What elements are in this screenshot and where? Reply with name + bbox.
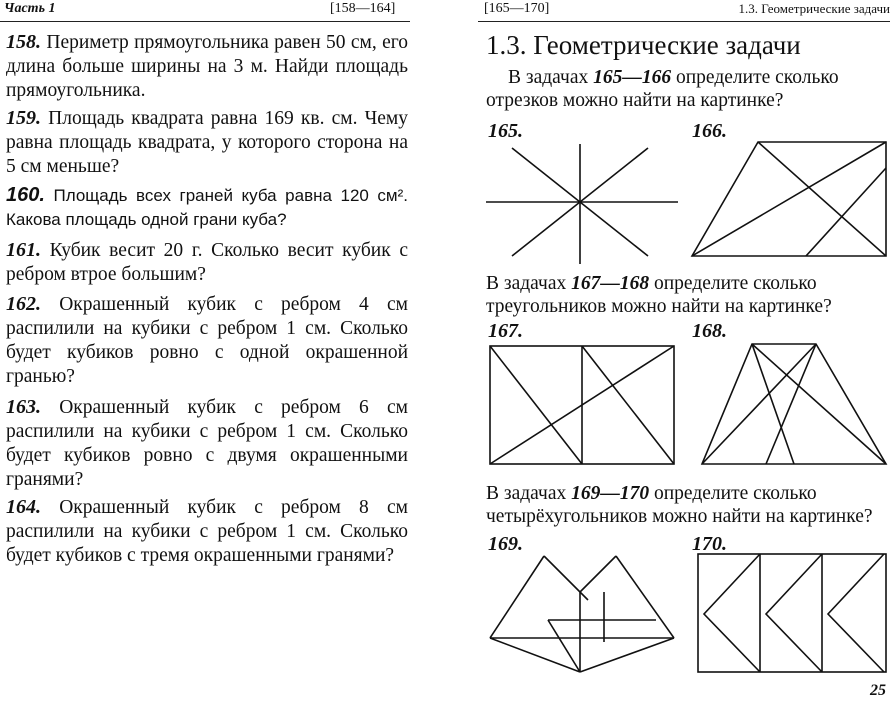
problem-range: 167—168	[571, 273, 650, 294]
problem-text: Окрашенный кубик с ребром 4 см распилили на кубики с ребром 1 см. Сколько будет кубиков ровно с одной окрашенной гранью?	[6, 294, 409, 387]
problem-159	[6, 106, 408, 179]
problem-text: Окрашенный кубик с ребром 8 см распилили на кубики с ребром 1 см. Сколько будет кубиков с тремя окрашенными гранями?	[6, 497, 409, 566]
figure-label-169: 169.	[488, 533, 523, 555]
right-running-head: 1.3. Геометрические задачи	[738, 1, 890, 16]
figure-label-165: 165.	[488, 120, 523, 142]
right-page-range: [165—170]	[484, 1, 550, 16]
problem-164	[6, 495, 408, 568]
figure-166-trapezoid	[686, 138, 891, 263]
problem-number: 158.	[6, 31, 41, 53]
figure-169-triangles	[488, 552, 678, 677]
problem-number: 164.	[6, 496, 41, 518]
figure-167-rectangle	[488, 344, 678, 469]
problem-range: 169—170	[571, 483, 650, 504]
problem-text: Периметр прямоугольника равен 50 см, его длина больше ширины на 3 м. Найди площадь прямоугольника.	[6, 32, 409, 101]
problem-number: 163.	[6, 396, 41, 418]
right-page	[478, 0, 896, 704]
right-header-rule	[478, 21, 890, 22]
figure-168-trapezoid	[696, 342, 891, 467]
problem-163	[6, 395, 408, 492]
problem-text: Площадь квадрата равна 169 кв. см. Чему равна площадь квадрата, у которого сторона на 5 см меньше?	[6, 108, 408, 177]
left-header-rule	[0, 21, 410, 22]
problem-161	[6, 238, 408, 287]
figure-label-170: 170.	[692, 533, 727, 555]
problem-158	[6, 30, 408, 103]
problem-text: Кубик весит 20 г. Сколько весит кубик с ребром втрое большим?	[6, 240, 408, 285]
problem-162	[6, 292, 408, 389]
instruction-167-168: В задачах 167—168 определите сколько треугольников можно найти на картинке?	[486, 273, 832, 317]
problem-number: 160.	[6, 184, 45, 206]
section-title: 1.3. Геометрические задачи	[486, 30, 801, 60]
problem-160	[6, 183, 408, 232]
problem-number: 159.	[6, 107, 41, 129]
book-gutter	[420, 0, 478, 704]
figure-label-167: 167.	[488, 320, 523, 342]
left-page	[0, 0, 420, 704]
problem-text: Окрашенный кубик с ребром 6 см распилили на кубики с ребром 1 см. Сколько будет кубиков ровно с двумя окрашенными гранями?	[6, 397, 409, 490]
figure-170-chevrons	[696, 552, 891, 677]
figure-165-star	[478, 140, 678, 270]
problem-number: 162.	[6, 293, 41, 315]
instruction-165-166: В задачах 165—166 определите сколько отрезков можно найти на картинке?	[486, 67, 839, 111]
left-page-range: [158—164]	[330, 1, 396, 16]
page-number: 25	[870, 682, 886, 699]
figure-label-166: 166.	[692, 120, 727, 142]
instruction-169-170: В задачах 169—170 определите сколько четырёхугольников можно найти на картинке?	[486, 483, 873, 527]
problem-text: Площадь всех граней куба равна 120 см². Какова площадь одной грани куба?	[6, 186, 408, 229]
problem-range: 165—166	[593, 67, 672, 88]
left-running-head: Часть 1	[4, 1, 56, 16]
figure-label-168: 168.	[692, 320, 727, 342]
problem-number: 161.	[6, 239, 41, 261]
